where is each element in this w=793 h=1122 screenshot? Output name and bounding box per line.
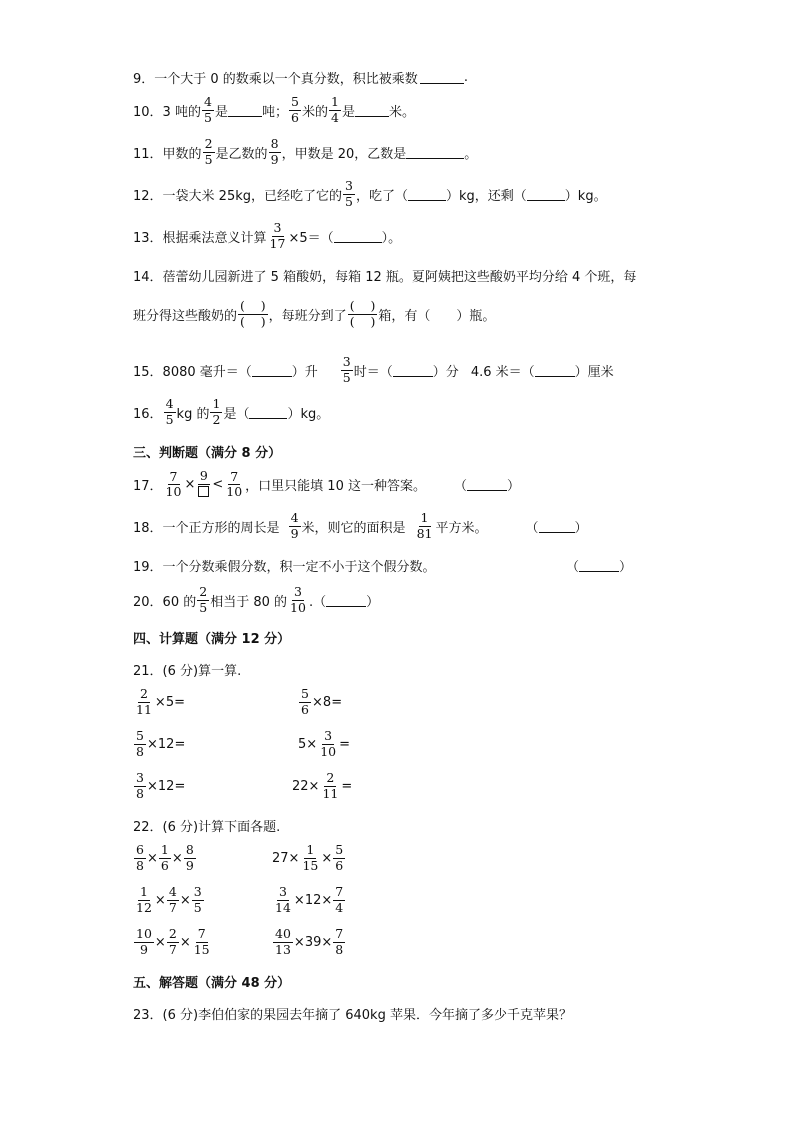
fraction: [333, 886, 345, 914]
q20-text-c: .（: [308, 594, 327, 610]
q16-text-d: ）kg。: [287, 406, 330, 422]
numerator: 3: [322, 730, 334, 745]
fraction: [196, 470, 211, 499]
equals-sign: =: [331, 694, 343, 710]
denominator: 8: [136, 785, 144, 801]
numerator: 4: [167, 886, 179, 901]
q18-text-a: 18．一个正方形的周长是: [133, 520, 280, 536]
q10-text-d: 米的: [301, 104, 328, 120]
denominator: 17: [269, 235, 286, 251]
equals-sign: =: [174, 778, 186, 794]
numerator: 7: [333, 886, 345, 901]
numerator: 7: [168, 471, 180, 486]
denominator: 8: [335, 941, 344, 957]
fraction: [273, 886, 293, 914]
numerator: 1: [210, 398, 222, 413]
fraction: [329, 96, 341, 124]
question-18: [133, 512, 588, 540]
question-14-line1: [133, 266, 636, 285]
fraction-blank[interactable]: [348, 300, 378, 328]
denominator: 9: [139, 941, 148, 957]
times-sign: ×: [321, 934, 333, 950]
fraction: [299, 688, 311, 716]
numerator-blank: ( ): [349, 298, 376, 313]
times-sign: ×: [171, 850, 183, 866]
fraction: [300, 844, 320, 872]
times-sign: ×: [321, 892, 333, 908]
numerator: 6: [134, 844, 146, 859]
equals-sign: =: [174, 694, 185, 710]
q15-text-a: 15．8080 毫升＝（: [133, 364, 252, 380]
paren-close: ）: [507, 479, 521, 494]
numerator: 4: [202, 96, 214, 111]
fraction: [134, 730, 146, 758]
numerator: 5: [299, 688, 311, 703]
numerator: 9: [198, 470, 210, 485]
denominator: 15: [302, 857, 319, 873]
answer-blank[interactable]: [527, 188, 565, 201]
question-19: [133, 556, 436, 575]
q20-text-b: 相当于 80 的: [210, 594, 288, 610]
numerator: 4: [289, 512, 301, 527]
fraction: [273, 928, 293, 956]
denominator: 13: [275, 941, 291, 957]
q18-text-b: 米，则它的面积是: [301, 520, 406, 536]
calc-item: [298, 688, 342, 716]
denominator: 8: [136, 857, 144, 873]
answer-blank[interactable]: [420, 71, 464, 84]
question-13: [133, 222, 401, 250]
fraction: [134, 772, 146, 800]
fraction: [164, 398, 176, 426]
q18-text-c: 平方米。: [435, 520, 488, 536]
numerator: 5: [134, 730, 146, 745]
q15-text-b: ）升: [291, 364, 318, 380]
operand: 27: [272, 850, 289, 866]
denominator: 5: [204, 151, 213, 167]
answer-blank[interactable]: [467, 478, 507, 491]
times-sign: ×: [179, 934, 191, 950]
numerator: 3: [341, 356, 353, 371]
numerator: 3: [134, 772, 146, 787]
q9-text: 9．一个大于 0 的数乘以一个真分数，积比被乘数: [133, 72, 418, 87]
numerator: 10: [136, 926, 152, 941]
fraction: [320, 772, 340, 800]
question-9: [133, 68, 468, 87]
answer-blank[interactable]: [228, 104, 262, 117]
fraction: [288, 586, 308, 614]
q10-text-f: 米。: [389, 104, 416, 120]
equals-sign: =: [174, 736, 186, 752]
denominator: 10: [290, 599, 306, 615]
times-sign: ×: [312, 694, 323, 710]
q13-text-c: ）。: [381, 230, 402, 246]
numerator: 40: [275, 926, 291, 941]
numerator: 2: [203, 138, 215, 153]
denominator: 81: [416, 525, 433, 541]
calc-item: [272, 928, 346, 956]
operand: 22: [292, 778, 309, 794]
q14-text-d: ）瓶。: [456, 308, 496, 324]
fraction: [318, 730, 338, 758]
question-10: [133, 96, 415, 124]
fraction: [134, 688, 154, 716]
numerator: 2: [197, 586, 209, 601]
operand: 12: [157, 736, 175, 752]
q11-text-c: ，甲数是 20，乙数是: [281, 146, 407, 162]
q11-text-d: 。: [464, 146, 478, 162]
times-sign: ×: [154, 892, 166, 908]
numerator: 1: [419, 512, 431, 527]
answer-blank[interactable]: [579, 559, 619, 572]
denominator-blank: ( ): [240, 313, 266, 329]
less-than-sign: <: [212, 477, 224, 492]
denominator: 5: [345, 193, 353, 209]
numerator: 1: [159, 844, 171, 859]
fraction: [134, 928, 154, 956]
question-15: [133, 356, 614, 384]
answer-blank[interactable]: [334, 230, 382, 243]
q15-text-e: 4.6 米＝（: [470, 364, 535, 380]
q13-text-b: ×5＝（: [288, 230, 334, 246]
denominator: 9: [290, 525, 299, 541]
question-21-title: 21．(6 分)算一算.: [133, 664, 242, 679]
q16-text-c: 是（: [223, 406, 250, 422]
question-16: [133, 398, 329, 426]
calc-item: [133, 886, 205, 914]
q10-text-a: 10．3 吨的: [133, 104, 201, 120]
answer-blank[interactable]: [539, 520, 575, 533]
fraction: [134, 886, 154, 914]
question-14-line2: [133, 300, 495, 328]
fraction: [210, 398, 222, 426]
fraction: [289, 96, 301, 124]
fraction: [192, 928, 212, 956]
question-11: [133, 138, 477, 166]
q15-text-d: ）分: [432, 364, 459, 380]
fraction: [341, 356, 353, 384]
paren-close: ）: [366, 594, 380, 610]
calc-item: [292, 772, 352, 800]
denominator: 12: [136, 899, 152, 915]
question-12: [133, 180, 607, 208]
fraction: [159, 844, 171, 872]
operand: 12: [304, 892, 322, 908]
times-sign: ×: [321, 850, 333, 866]
denominator: 4: [331, 109, 339, 125]
equals-sign: =: [341, 778, 353, 794]
fraction: [289, 512, 301, 540]
denominator: 5: [165, 411, 174, 427]
denominator: 2: [212, 411, 221, 427]
paren-close: ）: [574, 520, 588, 536]
answer-blank[interactable]: [393, 364, 433, 377]
times-sign: ×: [147, 850, 158, 866]
numerator: 3: [292, 586, 304, 601]
paren-open: （: [525, 520, 539, 536]
denominator: 5: [193, 899, 202, 915]
fraction: [164, 468, 184, 499]
denominator: 14: [275, 899, 291, 915]
box-denominator[interactable]: [196, 485, 211, 500]
times-sign: ×: [154, 694, 166, 710]
q12-text-a: 12．一袋大米 25kg，已经吃了它的: [133, 188, 342, 204]
calc-item: [133, 844, 197, 872]
fraction: [202, 96, 214, 124]
q15-text-f: ）厘米: [574, 364, 614, 380]
operand: 5: [298, 736, 307, 752]
empty-box: [198, 486, 209, 497]
times-sign: ×: [288, 850, 300, 866]
operand: 39: [304, 934, 322, 950]
denominator: 5: [199, 599, 208, 615]
denominator: 6: [291, 109, 299, 125]
question-23: 23．(6 分)李伯伯家的果园去年摘了 640kg 苹果．今年摘了多少千克苹果？: [133, 1008, 572, 1023]
answer-blank[interactable]: [406, 146, 464, 159]
denominator: 10: [165, 484, 182, 499]
times-sign: ×: [179, 892, 191, 908]
numerator: 8: [269, 138, 281, 153]
numerator: 3: [343, 180, 355, 195]
denominator: 5: [203, 109, 212, 125]
fraction: [134, 844, 146, 872]
q17-text-a: 17．: [133, 479, 163, 494]
numerator: 1: [304, 844, 316, 859]
question-22-title: 22．(6 分)计算下面各题.: [133, 820, 281, 835]
q20-text-a: 20．60 的: [133, 594, 197, 610]
denominator: 5: [342, 369, 351, 385]
calc-item: [272, 886, 346, 914]
question-19-answer: [566, 556, 632, 575]
q14-text-a: 班分得这些酸奶的: [133, 308, 238, 324]
q14-line1: 14．蓓蕾幼儿园新进了 5 箱酸奶，每箱 12 瓶。夏阿姨把这些酸奶平均分给 4 个班，每: [133, 270, 637, 285]
calc-item: [133, 730, 185, 758]
numerator: 7: [228, 471, 240, 486]
fraction: [184, 844, 196, 872]
numerator: 1: [138, 886, 150, 901]
fraction: [167, 886, 179, 914]
numerator: 5: [333, 844, 345, 859]
denominator: 9: [270, 151, 279, 167]
answer-blank[interactable]: [430, 306, 456, 322]
q16-text-b: kg 的: [176, 406, 210, 422]
q11-text-a: 11．甲数的: [133, 146, 202, 162]
paren-close: ）: [619, 560, 633, 575]
numerator: 3: [277, 886, 289, 901]
q12-text-b: ，吃了（: [356, 188, 409, 204]
q10-text-e: 是: [342, 104, 356, 120]
fraction: [268, 222, 288, 250]
denominator: 6: [301, 701, 309, 717]
fraction: [343, 180, 355, 208]
q17-text-b: ，口里只能填 10 这一种答案。: [245, 479, 426, 494]
section-heading-3: 三、判断题（满分 8 分）: [133, 446, 282, 461]
times-sign: ×: [147, 736, 158, 752]
times-sign: ×: [293, 892, 305, 908]
denominator: 10: [320, 743, 337, 759]
answer-blank[interactable]: [535, 364, 575, 377]
numerator: 3: [192, 886, 204, 901]
q9-end: .: [463, 70, 468, 85]
numerator: 5: [289, 96, 301, 111]
q12-text-c: ）kg，还剩（: [446, 188, 527, 204]
calc-item: [133, 688, 185, 716]
q15-text-c: 时＝（: [353, 364, 393, 380]
denominator: 6: [335, 857, 344, 873]
times-sign: ×: [184, 477, 196, 492]
calc-item: [133, 772, 185, 800]
question-20: [133, 586, 379, 614]
answer-blank[interactable]: [355, 104, 389, 117]
q13-text-a: 13．根据乘法意义计算: [133, 230, 267, 246]
q12-text-d: ）kg。: [564, 188, 607, 204]
times-sign: ×: [308, 778, 320, 794]
calc-item: [272, 844, 346, 872]
times-sign: ×: [293, 934, 305, 950]
denominator-blank: ( ): [349, 313, 376, 329]
numerator: 2: [138, 688, 150, 703]
denominator: 15: [193, 941, 210, 957]
denominator: 11: [136, 701, 152, 717]
operand: 8: [322, 694, 332, 710]
fraction: [224, 468, 244, 499]
fraction: [203, 138, 215, 166]
numerator: 2: [324, 772, 336, 787]
q16-text-a: 16．: [133, 406, 163, 422]
denominator: 7: [168, 941, 177, 957]
answer-blank[interactable]: [326, 594, 366, 607]
denominator: 4: [335, 899, 344, 915]
times-sign: ×: [147, 778, 158, 794]
numerator: 1: [329, 96, 341, 111]
numerator: 3: [272, 222, 284, 237]
fraction: [197, 586, 209, 614]
numerator: 7: [196, 928, 208, 943]
section-heading-4: 四、计算题（满分 12 分）: [133, 632, 291, 647]
denominator: 7: [168, 899, 177, 915]
times-sign: ×: [306, 736, 318, 752]
operand: 5: [165, 694, 175, 710]
numerator: 8: [184, 844, 196, 859]
denominator: 11: [322, 785, 339, 801]
question-17: [133, 470, 520, 499]
equals-sign: =: [339, 736, 350, 752]
numerator: 7: [333, 928, 345, 943]
paren-open: （: [453, 479, 467, 494]
answer-blank[interactable]: [408, 188, 446, 201]
q14-text-b: ，每班分到了: [268, 308, 347, 324]
q19-text-a: 19．一个分数乘假分数，积一定不小于这个假分数。: [133, 560, 436, 575]
answer-blank[interactable]: [252, 364, 292, 377]
numerator: 4: [164, 398, 176, 413]
q11-text-b: 是乙数的: [215, 146, 268, 162]
fraction: [269, 138, 281, 166]
q10-text-c: 吨；: [261, 104, 288, 120]
paren-open: （: [566, 560, 580, 575]
answer-blank[interactable]: [249, 406, 287, 419]
numerator: 2: [167, 928, 179, 943]
q14-text-c: 箱，有（: [378, 308, 431, 324]
fraction: [415, 512, 435, 540]
denominator: 10: [226, 484, 243, 499]
denominator: 9: [185, 857, 194, 873]
numerator-blank: ( ): [240, 298, 266, 313]
fraction: [192, 886, 204, 914]
calc-item: [298, 730, 350, 758]
calc-item: [133, 928, 213, 956]
fraction-blank[interactable]: [238, 300, 268, 328]
denominator: 6: [160, 857, 169, 873]
fraction: [167, 928, 179, 956]
q10-text-b: 是: [214, 104, 228, 120]
fraction: [333, 844, 345, 872]
times-sign: ×: [154, 934, 166, 950]
denominator: 8: [136, 743, 144, 759]
section-heading-5: 五、解答题（满分 48 分）: [133, 976, 291, 991]
operand: 12: [157, 778, 175, 794]
fraction: [333, 928, 345, 956]
